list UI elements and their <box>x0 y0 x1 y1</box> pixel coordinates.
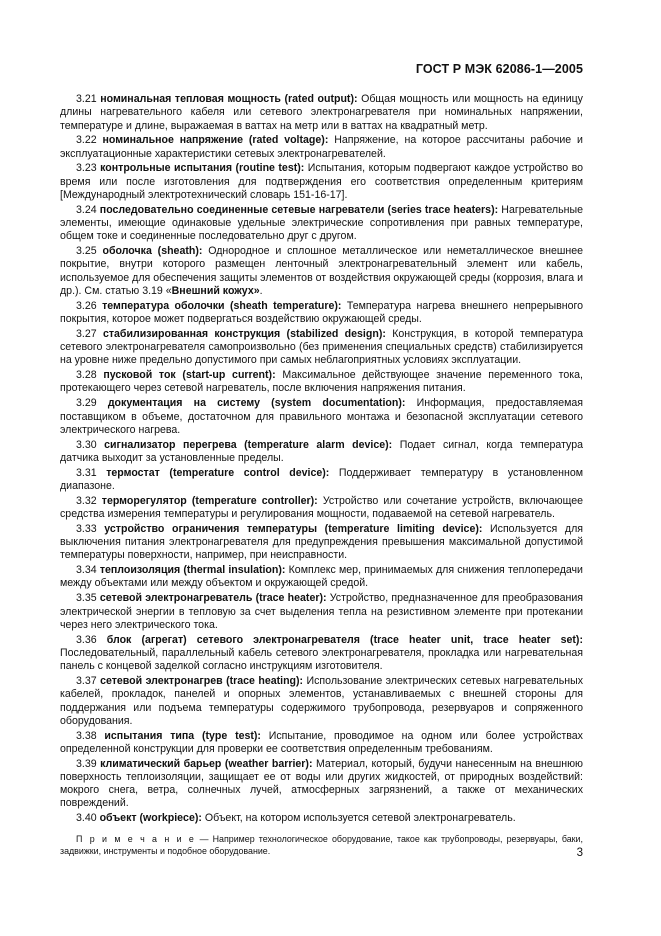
definition-3-31 <box>60 467 583 494</box>
entry-text: Поддерживает температуру в установленном диапазоне. <box>60 466 583 492</box>
entry-term: объект (workpiece): <box>99 812 202 825</box>
entry-text: Общая мощность или мощность на единицу длины нагревательного кабеля или сетевого электронагревателя при номинальных напряжении, температуре и длине, выражаемая в ваттах на метр или в ваттах на квадратный метр. <box>60 93 583 132</box>
entry-text: Нагревательные элементы, имеющие одинаковые удельные электрические сопротивления при равных температуре, общем токе и соединенные последовательно друг с другом. <box>60 203 583 243</box>
entry-number: 3.39 <box>76 757 97 770</box>
entry-term: терморегулятор (temperature controller): <box>101 494 318 507</box>
entry-number: 3.24 <box>76 203 97 216</box>
definition-3-26 <box>60 300 583 327</box>
entry-text: Максимальное действующее значение переменного тока, протекающего через сетевой нагреватель, после включения напряжения питания. <box>60 369 583 395</box>
entry-term: документация на систему (system documentation): <box>107 397 406 410</box>
entry-text: Испытания, которым подвергают каждое устройство во время или после изготовления для подтверждения его соответствия определенным критериям [Международный электротехнический словарь 151-16-17]. <box>60 162 583 201</box>
entry-text: Устройство или сочетание устройств, включающее средства измерения температуры и регулирования мощности, подаваемой на сетевой нагреватель. <box>60 494 583 521</box>
definition-3-21 <box>60 93 583 133</box>
entry-number: 3.28 <box>76 369 97 382</box>
entry-number: 3.29 <box>76 397 97 410</box>
definition-3-37 <box>60 675 583 728</box>
entry-text: Комплекс мер, принимаемых для снижения теплопередачи между объектами или между объектом и окружающей средой. <box>60 564 583 590</box>
entry-text: Используется для выключения питания электронагревателя для предупреждения превышения максимальной допустимой температуры поверхности, например, при неисправности. <box>60 522 583 562</box>
entry-term: номинальная тепловая мощность (rated output): <box>100 93 358 105</box>
entry-text: Однородное и сплошное металлическое или неметаллическое внешнее покрытие, внутри которого размещен ленточный электронагревательный элемент или кабель, используемое для обеспечения защиты элементов от воздействия окружающей среды (коррозия, влага и др.). См. статью 3.19 « <box>60 245 583 297</box>
entry-number: 3.26 <box>76 299 97 312</box>
entry-term: температура оболочки (sheath temperature): <box>102 299 342 312</box>
entry-number: 3.31 <box>76 466 97 479</box>
entry-term: теплоизоляция (thermal insulation): <box>99 564 286 577</box>
entry-text: Информация, предоставляемая поставщиком в объеме, достаточном для правильного монтажа и безопасной эксплуатации сетевого электрического нагрева. <box>60 397 583 436</box>
entry-text: Подает сигнал, когда температура датчика выходит за установленные пределы. <box>60 438 584 464</box>
entry-number: 3.35 <box>76 592 97 605</box>
entry-text: Напряжение, на которое рассчитаны рабочие и эксплуатационные характеристики сетевых электронагревателей. <box>60 134 583 160</box>
entry-number: 3.38 <box>76 729 97 742</box>
entry-number: 3.27 <box>76 327 97 340</box>
entry-term: термостат (temperature control device): <box>106 466 330 479</box>
definition-3-34 <box>60 564 583 591</box>
entry-term: сигнализатор перегрева (temperature alarm device): <box>104 438 393 451</box>
entry-number: 3.30 <box>76 438 97 451</box>
page-number: 3 <box>576 847 583 859</box>
cross-reference: Внешний кожух» <box>171 284 260 297</box>
entry-text: Объект, на котором используется сетевой электронагреватель. <box>204 812 516 825</box>
definition-3-25 <box>60 245 583 298</box>
entry-number: 3.36 <box>76 633 97 646</box>
definition-3-39 <box>60 758 583 811</box>
entry-term: пусковой ток (start-up current): <box>103 369 276 382</box>
entry-text-end: . <box>259 284 263 297</box>
entry-term: последовательно соединенные сетевые нагреватели (series trace heaters): <box>99 203 499 216</box>
entry-number: 3.21 <box>76 93 97 105</box>
entry-text: Материал, который, будучи нанесенным на внешнюю поверхность теплоизоляции, защищает ее от воды или других жидкостей, от природных воздействий: мокрого снега, ветра, солнечных лучей, атмосферных загрязнений, а также от механических повреждений. <box>60 757 583 810</box>
definition-3-28 <box>60 369 583 396</box>
entry-number: 3.34 <box>76 564 97 577</box>
entry-text: Последовательный, параллельный кабель сетевого электронагревателя, прокладка или нагревательная панель с концевой заделкой согласно инструкциям изготовителя. <box>60 646 583 673</box>
entry-text: Температура нагрева внешнего непрерывного покрытия, которое может подвергаться воздействию окружающей среды. <box>60 299 583 325</box>
entry-term: контрольные испытания (routine test): <box>100 162 305 175</box>
entry-term: стабилизированная конструкция (stabilized design): <box>102 327 386 340</box>
note <box>60 833 583 857</box>
entry-number: 3.32 <box>76 494 97 507</box>
entry-number: 3.33 <box>76 522 97 535</box>
definition-3-35 <box>60 592 583 632</box>
definition-3-23 <box>60 162 583 202</box>
entry-number: 3.23 <box>76 162 97 175</box>
entry-text: Использование электрических сетевых нагревательных кабелей, прокладок, панелей и опорных элементов, устанавливаемых с внешней стороны для поддержания или подъема температуры содержимого трубопровода, резервуаров и сопряженного оборудования. <box>60 675 583 727</box>
document-header: ГОСТ Р МЭК 62086-1—2005 <box>415 62 583 76</box>
definition-3-30 <box>60 439 583 466</box>
definition-3-36 <box>60 634 583 674</box>
entry-text: Устройство, предназначенное для преобразования электрической энергии в тепловую за счет выделения тепла на резистивном элементе при протекании через него электрического тока. <box>60 592 583 631</box>
entry-term: сетевой электронагрев (trace heating): <box>100 675 304 687</box>
entry-text: Конструкция, в которой температура сетевого электронагревателя самопроизвольно (без применения специальных средств) стабилизируется на уровне ниже предельно допустимого при самых неблагоприятных условиях эксплуатации. <box>60 327 583 367</box>
note-text: — Например технологическое оборудование, такое как трубопроводы, резервуары, баки, задвижки, инструменты и подобное оборудование. <box>60 833 583 856</box>
document-body <box>60 93 583 866</box>
entry-term: оболочка (sheath): <box>102 245 203 258</box>
entry-term: испытания типа (type test): <box>104 729 261 742</box>
definition-3-27 <box>60 328 583 368</box>
definition-3-40 <box>60 812 583 825</box>
definition-3-29 <box>60 397 583 437</box>
entry-term: блок (агрегат) сетевого электронагревателя (trace heater unit, trace heater set): <box>106 633 583 646</box>
entry-term: климатический барьер (weather barrier): <box>100 757 313 770</box>
entry-number: 3.22 <box>76 134 97 147</box>
entry-term: сетевой электронагреватель (trace heater): <box>99 592 327 605</box>
entry-number: 3.25 <box>76 245 97 258</box>
definition-3-33 <box>60 523 583 563</box>
entry-text: Испытание, проводимое на одном или более устройствах определенной конструкции для проверки ее соответствия определенным требованиям. <box>60 729 583 755</box>
definition-3-24 <box>60 204 583 244</box>
entry-number: 3.37 <box>76 675 97 687</box>
definition-3-32 <box>60 495 583 522</box>
entry-term: устройство ограничения температуры (temperature limiting device): <box>104 522 483 535</box>
entry-number: 3.40 <box>76 812 97 825</box>
definition-3-38 <box>60 730 583 757</box>
definition-3-22 <box>60 134 583 161</box>
entry-term: номинальное напряжение (rated voltage): <box>102 134 329 147</box>
note-label: П р и м е ч а н и е <box>76 833 196 844</box>
